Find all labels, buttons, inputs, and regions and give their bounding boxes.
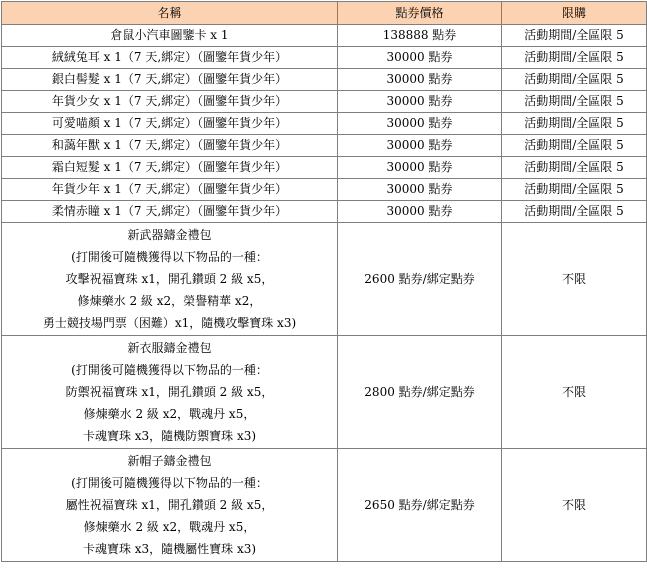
pack-limit: 不限 [502, 336, 647, 449]
item-limit: 活動期間/全區限 5 [502, 113, 647, 135]
table-row [2, 157, 647, 179]
pack-description [2, 449, 338, 562]
pack-description [2, 223, 338, 336]
item-price: 30000 點券 [338, 179, 502, 201]
item-price: 30000 點券 [338, 157, 502, 179]
pack-line: 修煉藥水 2 級 x2，戰魂丹 x5， [83, 520, 256, 534]
item-limit: 活動期間/全區限 5 [502, 157, 647, 179]
item-name: 年貨少女 x 1（7 天,綁定）（圖鑒年貨少年） [2, 91, 338, 113]
table-row [2, 113, 647, 135]
item-limit: 活動期間/全區限 5 [502, 47, 647, 69]
item-price: 30000 點券 [338, 135, 502, 157]
table-row [2, 201, 647, 223]
table-row [2, 179, 647, 201]
pack-price: 2600 點券/綁定點券 [338, 223, 502, 336]
item-limit: 活動期間/全區限 5 [502, 201, 647, 223]
shop-table [1, 1, 647, 562]
item-name: 銀白髻髮 x 1（7 天,綁定）（圖鑒年貨少年） [2, 69, 338, 91]
header-limit: 限購 [502, 2, 647, 25]
pack-line: (打開後可隨機獲得以下物品的一種： [71, 476, 268, 490]
item-price: 30000 點券 [338, 201, 502, 223]
table-row [2, 91, 647, 113]
item-limit: 活動期間/全區限 5 [502, 25, 647, 47]
pack-line: (打開後可隨機獲得以下物品的一種： [71, 250, 268, 264]
table-row [2, 25, 647, 47]
pack-limit: 不限 [502, 223, 647, 336]
pack-line: 卡魂寶珠 x3，隨機防禦寶珠 x3) [82, 429, 257, 443]
pack-line: 屬性祝福寶珠 x1，開孔鑽頭 2 級 x5， [65, 498, 274, 512]
pack-limit: 不限 [502, 449, 647, 562]
pack-title: 新衣服鑄金禮包 [127, 341, 212, 355]
table-row [2, 69, 647, 91]
item-name: 絨絨兔耳 x 1（7 天,綁定）（圖鑒年貨少年） [2, 47, 338, 69]
pack-line: 修煉藥水 2 級 x2，戰魂丹 x5， [83, 407, 256, 421]
pack-line: 修煉藥水 2 級 x2，榮譽精華 x2， [77, 294, 262, 308]
header-row [2, 2, 647, 25]
item-name: 年貨少年 x 1（7 天,綁定）（圖鑒年貨少年） [2, 179, 338, 201]
table-row [2, 47, 647, 69]
item-limit: 活動期間/全區限 5 [502, 179, 647, 201]
item-price: 30000 點券 [338, 113, 502, 135]
pack-line: 卡魂寶珠 x3，隨機屬性寶珠 x3) [82, 542, 257, 556]
pack-price: 2800 點券/綁定點券 [338, 336, 502, 449]
item-limit: 活動期間/全區限 5 [502, 91, 647, 113]
item-name: 霜白短髮 x 1（7 天,綁定）（圖鑒年貨少年） [2, 157, 338, 179]
pack-line: 防禦祝福寶珠 x1，開孔鑽頭 2 級 x5， [65, 385, 274, 399]
item-limit: 活動期間/全區限 5 [502, 135, 647, 157]
table-row-pack [2, 449, 647, 562]
pack-line: (打開後可隨機獲得以下物品的一種： [71, 363, 268, 377]
pack-price: 2650 點券/綁定點券 [338, 449, 502, 562]
item-name: 和藹年獸 x 1（7 天,綁定）（圖鑒年貨少年） [2, 135, 338, 157]
pack-title: 新武器鑄金禮包 [127, 228, 212, 242]
pack-line: 攻擊祝福寶珠 x1，開孔鑽頭 2 級 x5， [65, 272, 274, 286]
item-price: 138888 點券 [338, 25, 502, 47]
item-limit: 活動期間/全區限 5 [502, 69, 647, 91]
header-name: 名稱 [2, 2, 338, 25]
table-row-pack [2, 223, 647, 336]
item-name: 可愛喵顏 x 1（7 天,綁定）（圖鑒年貨少年） [2, 113, 338, 135]
item-name: 倉鼠小汽車圖鑒卡 x 1 [2, 25, 338, 47]
pack-description [2, 336, 338, 449]
header-price: 點券價格 [338, 2, 502, 25]
item-price: 30000 點券 [338, 47, 502, 69]
table-row-pack [2, 336, 647, 449]
pack-line: 勇士競技場門票（困難）x1，隨機攻擊寶珠 x3) [42, 316, 297, 330]
item-price: 30000 點券 [338, 69, 502, 91]
item-price: 30000 點券 [338, 91, 502, 113]
item-name: 柔情赤瞳 x 1（7 天,綁定）（圖鑒年貨少年） [2, 201, 338, 223]
pack-title: 新帽子鑄金禮包 [127, 454, 212, 468]
table-row [2, 135, 647, 157]
